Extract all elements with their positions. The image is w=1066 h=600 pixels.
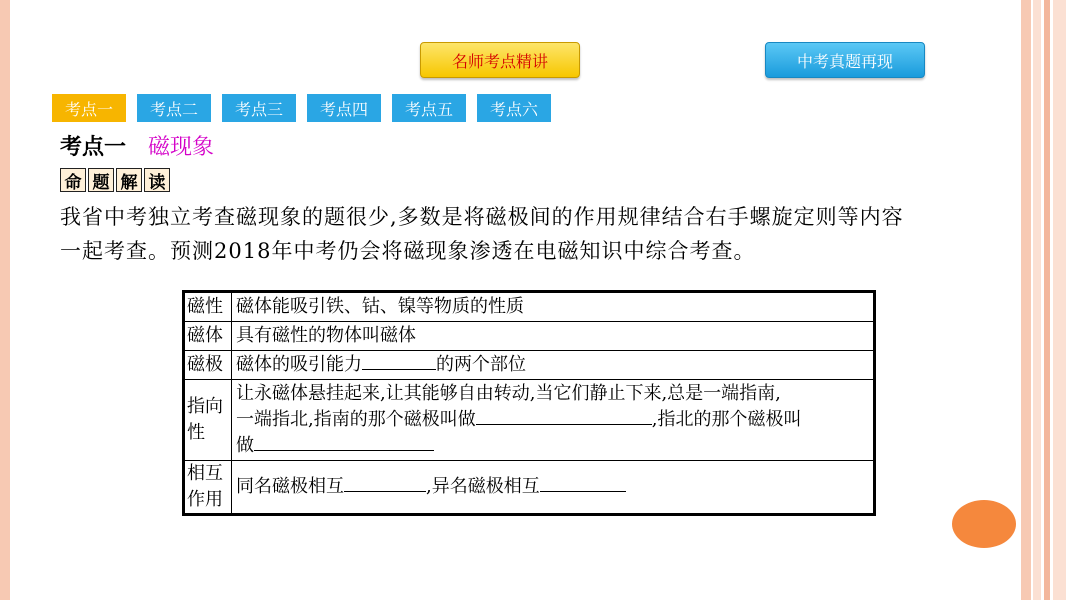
section-number: 考点一: [60, 135, 127, 160]
left-decor-stripe: [0, 0, 10, 600]
key-line: 性: [187, 422, 205, 443]
teacher-lecture-button[interactable]: 名师考点精讲: [420, 42, 580, 78]
row-key: 磁体: [184, 322, 232, 351]
right-decor-stripe: [1053, 0, 1066, 600]
row-key: 磁极: [184, 351, 232, 380]
value-text: ,异名磁极相互: [426, 476, 540, 497]
value-text: ,指北的那个磁极叫: [651, 409, 802, 430]
badge-char: 命: [60, 168, 86, 192]
right-decor-stripe: [1033, 0, 1041, 600]
tab-topic-2[interactable]: 考点二: [137, 94, 211, 122]
value-text: 做: [236, 435, 254, 456]
key-line: 相互: [187, 463, 223, 484]
row-value: 磁体能吸引铁、钴、镍等物质的性质: [232, 292, 875, 322]
decorative-circle: [952, 500, 1016, 548]
fill-blank[interactable]: [254, 433, 434, 451]
fill-blank[interactable]: [362, 352, 436, 370]
section-heading: [60, 130, 214, 161]
table-row: [184, 461, 875, 515]
fill-blank[interactable]: [344, 474, 426, 492]
value-line: [236, 433, 869, 459]
value-text: 一端指北,指南的那个磁极叫做: [236, 409, 476, 430]
key-line: 作用: [187, 489, 223, 510]
interpretation-badge: [60, 168, 170, 192]
row-key: 磁性: [184, 292, 232, 322]
row-value: [232, 461, 875, 515]
fill-blank[interactable]: [540, 474, 626, 492]
table-row: [184, 351, 875, 380]
row-key: [184, 380, 232, 461]
badge-char: 解: [116, 168, 142, 192]
row-value: [232, 351, 875, 380]
value-text: 同名磁极相互: [236, 476, 344, 497]
value-line: [236, 407, 869, 433]
fill-blank[interactable]: [476, 407, 652, 425]
paragraph-line: 一起考查。预测2018年中考仍会将磁现象渗透在电磁知识中综合考查。: [60, 239, 756, 263]
tab-topic-6[interactable]: 考点六: [477, 94, 551, 122]
topic-tabs: [52, 94, 551, 122]
value-text: 磁体的吸引能力: [236, 354, 362, 375]
interpretation-paragraph: [60, 200, 1005, 268]
value-text: 的两个部位: [436, 354, 526, 375]
tab-topic-5[interactable]: 考点五: [392, 94, 466, 122]
tab-topic-3[interactable]: 考点三: [222, 94, 296, 122]
paragraph-line: 我省中考独立考查磁现象的题很少,多数是将磁极间的作用规律结合右手螺旋定则等内容: [60, 205, 904, 229]
knowledge-table: [182, 290, 876, 516]
badge-char: 读: [144, 168, 170, 192]
row-value: [232, 380, 875, 461]
table-row: [184, 292, 875, 322]
section-title: 磁现象: [148, 135, 215, 160]
table-row: [184, 380, 875, 461]
table-row: [184, 322, 875, 351]
row-key: [184, 461, 232, 515]
tab-topic-1[interactable]: 考点一: [52, 94, 126, 122]
key-line: 指向: [187, 396, 223, 417]
badge-char: 题: [88, 168, 114, 192]
right-decor-stripe: [1021, 0, 1031, 600]
tab-topic-4[interactable]: 考点四: [307, 94, 381, 122]
row-value: 具有磁性的物体叫磁体: [232, 322, 875, 351]
value-line: 让永磁体悬挂起来,让其能够自由转动,当它们静止下来,总是一端指南,: [236, 383, 781, 404]
exam-questions-button[interactable]: 中考真题再现: [765, 42, 925, 78]
right-decor-stripe: [1044, 0, 1050, 600]
